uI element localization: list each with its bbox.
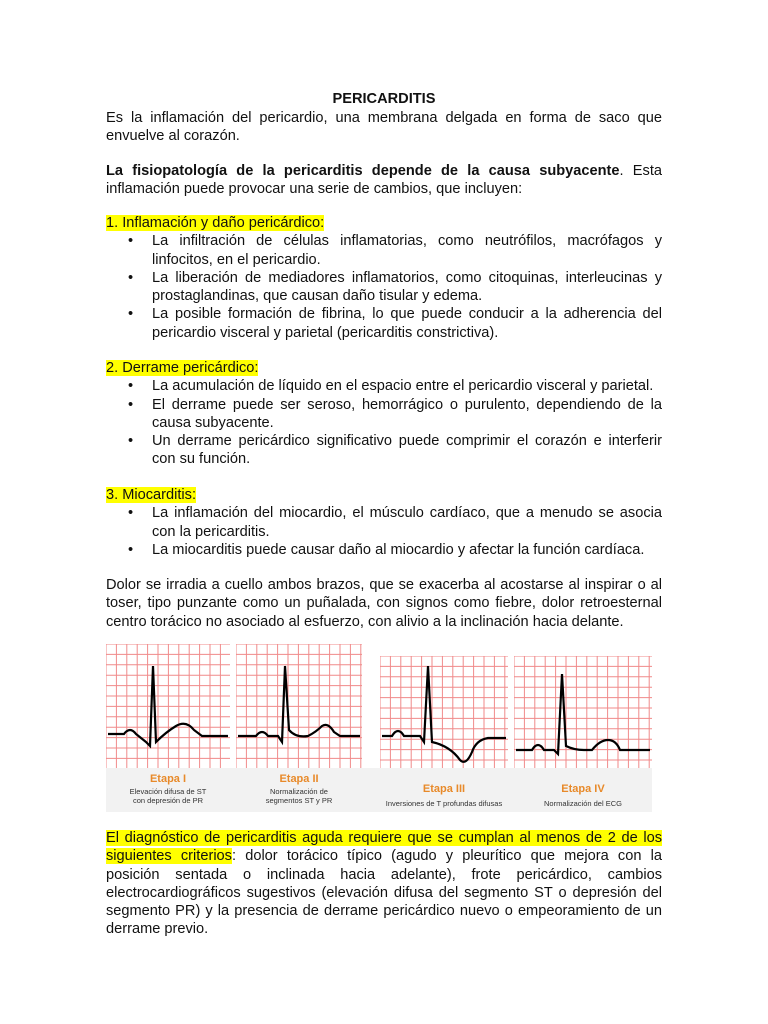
list-item: • La liberación de mediadores inflamatorios, como citoquinas, interleucinas y prostaglandinas, que causan daño tisular y edema. (106, 269, 662, 306)
section-heading: 2. Derrame pericárdico: (106, 360, 259, 376)
list-item: • La inflamación del miocardio, el músculo cardíaco, que a menudo se asocia con la pericarditis. (106, 504, 662, 541)
list-item: • La posible formación de fibrina, lo que puede conducir a la adherencia del pericardio visceral y parietal (pericarditis constrictiva). (106, 305, 662, 342)
list-item: • La acumulación de líquido en el espacio entre el pericardio visceral y parietal. (106, 377, 662, 395)
ecg-figure (106, 644, 652, 812)
list-item: • Un derrame pericárdico significativo puede comprimir el corazón e interferir con su función. (106, 432, 662, 469)
ecg-panel-stage-2 (236, 644, 362, 768)
intro-paragraph: Es la inflamación del pericardio, una membrana delgada en forma de saco que envuelve al corazón. (106, 110, 662, 145)
stage-caption: Elevación difusa de ST con depresión de PR (129, 787, 207, 805)
diagnosis-paragraph (106, 829, 662, 939)
physiopathology-rest: . Esta inflamación puede provocar una serie de cambios, que incluyen: (106, 163, 662, 198)
diagnosis-rest: : dolor torácico típico (agudo y pleurítico que mejora con la posición sentada o inclinada hacia adelante), frote pericárdico, cambios electrocardiográficos sugestivos (elevación difusa del segmento ST o depresión del segmento PR) y la presencia de derrame pericárdico nuevo o empeoramiento de un derrame previo. (106, 848, 662, 938)
stage-title: Etapa III (422, 783, 466, 795)
list-item: • La miocarditis puede causar daño al miocardio y afectar la función cardíaca. (106, 541, 662, 559)
ecg-paper (380, 656, 508, 768)
section-effusion (106, 359, 662, 469)
stage-title: Etapa IV (561, 783, 605, 795)
list-item: • El derrame puede ser seroso, hemorrágico o purulento, dependiendo de la causa subyacente. (106, 396, 662, 433)
stage-title: Etapa II (279, 773, 319, 785)
stage-caption: Normalización del ECG (544, 799, 622, 808)
diagnosis-highlight: El diagnóstico de pericarditis aguda requiere que se cumplan al menos de 2 de los siguientes criterios (106, 830, 662, 865)
bullet-list (106, 232, 662, 342)
document-title: PERICARDITIS (332, 91, 436, 107)
list-item: • La infiltración de células inflamatorias, como neutrófilos, macrófagos y linfocitos, en el pericardio. (106, 232, 662, 269)
section-inflammation (106, 214, 662, 342)
stage-caption: Inversiones de T profundas difusas (385, 799, 503, 808)
ecg-panel-stage-4 (514, 656, 652, 768)
bullet-list (106, 377, 662, 468)
physiopathology-paragraph (106, 162, 662, 199)
pain-paragraph: Dolor se irradia a cuello ambos brazos, que se exacerba al acostarse al inspirar o al toser, tipo punzante como un puñalada, con signos como fiebre, dolor retroesternal centro torácico no asociado al esfuerzo, con alivio a la inclinación hacia delante. (106, 577, 662, 630)
stage-title: Etapa I (149, 773, 187, 785)
stage-caption: Normalización de segmentos ST y PR (265, 787, 333, 805)
section-heading: 3. Miocarditis: (106, 487, 197, 503)
section-myocarditis (106, 486, 662, 559)
physiopathology-bold: La fisiopatología de la pericarditis depende de la causa subyacente (106, 163, 620, 179)
bullet-list (106, 504, 662, 559)
section-heading: 1. Inflamación y daño pericárdico: (106, 215, 325, 231)
ecg-panel-stage-3 (380, 656, 508, 768)
ecg-panel-stage-1 (106, 644, 230, 768)
